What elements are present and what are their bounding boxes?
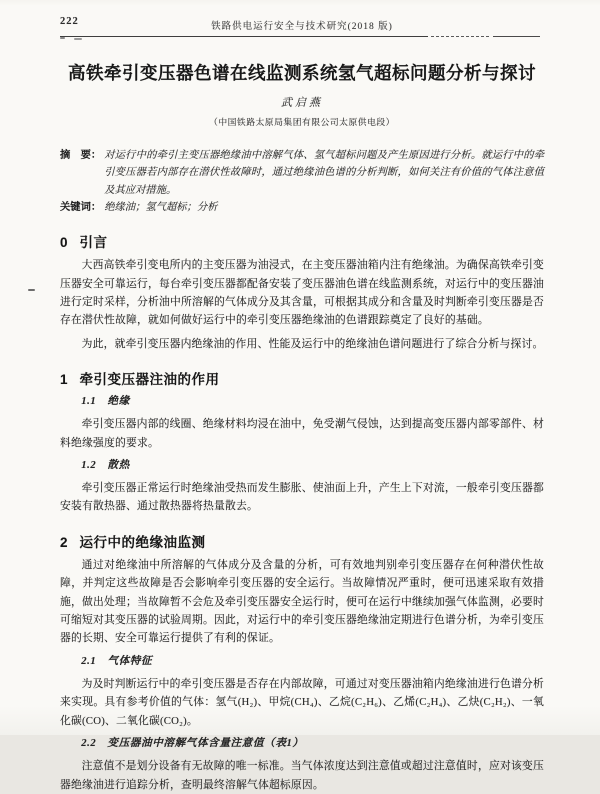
section-1-title: 牵引变压器注油的作用: [79, 372, 220, 388]
paragraph: 为及时判断运行中的牵引变压器是否存在内部故障，可通过对变压器油箱内绝缘油进行色谱分析来实现。具有参考价值的气体：氢气(H₂)、甲烷(CH₄)、乙烷(C₂H₆)、乙烯(C₂H₄)、乙炔(C₂H₂)、一氧化碳(CO)、二氧化碳(CO₂)。: [60, 677, 544, 727]
paragraph: 大西高铁牵引变电所内的主变压器为油浸式，在主变压器油箱内注有绝缘油。为确保高铁牵引变压器安全可靠运行，每台牵引变压器都配备安装了变压器油色谱在线监测系统，对运行中的变压器油进行定时采样，分析油中所溶解的气体成分及其含量，可根据其成分和含量及时判断牵引变压器是否存在潜伏性故障，就如何做好运行中的牵引变压器绝缘油的色谱跟踪奠定了良好的基础。: [60, 259, 544, 327]
header-rule-solid: [60, 36, 428, 37]
paragraph: 通过对绝缘油中所溶解的气体成分及含量的分析，可有效地判别牵引变压器存在何种潜伏性故障，并判定这些故障是否会影响牵引变压器的安全运行。当故障情况严重时，便可迅速采取有效措施，做出处理；当故障暂不会危及牵引变压器安全运行时，便可在运行中继续加强气体监测，必要时可缩短对其变压器的试验周期。因此，对运行中的牵引变压器绝缘油定期进行色谱分析，为牵引变压器的长期、安全可靠运行提供了有利的保证。: [60, 558, 544, 645]
section-0-number: 0: [60, 235, 69, 251]
scan-artifact-left-dash: [28, 289, 35, 291]
paragraph: 注意值不是划分设备有无故障的唯一标准。当气体浓度达到注意值或超过注意值时，应对该变压器绝缘油进行追踪分析，查明最终溶解气体超标原因。: [60, 760, 544, 791]
abstract-block: [60, 147, 544, 199]
paragraph: 为此，就牵引变压器内绝缘油的作用、性能及运行中的绝缘油色谱问题进行了综合分析与探讨。: [81, 337, 544, 350]
subsection-1-2-heading: 1.2 散热: [81, 460, 130, 472]
section-2-number: 2: [60, 534, 69, 550]
article-title: 高铁牵引变压器色谱在线监测系统氢气超标问题分析与探讨: [68, 63, 536, 83]
scan-artifact-under-pagenum-2: [74, 38, 82, 40]
subsection-2-1-heading: 2.1 气体特征: [81, 655, 153, 667]
keywords-label: 关键词：: [60, 201, 102, 213]
author-affiliation: （中国铁路太原局集团有限公司太原供电段）: [209, 117, 395, 127]
section-2-title: 运行中的绝缘油监测: [79, 534, 206, 550]
author-name: 武启燕: [281, 97, 323, 109]
page-header: [60, 13, 544, 31]
keywords-block: [60, 199, 544, 216]
header-rule: [60, 34, 544, 38]
abstract-text: 对运行中的牵引主变压器绝缘油中溶解气体、氢气超标问题及产生原因进行分析。就运行中的牵引变压器若内部存在潜伏性故障时，通过绝缘油色谱的分析判断，如何关注有价值的气体注意值及其应对措施。: [104, 150, 544, 196]
page-number: 222: [60, 16, 79, 27]
section-0-title: 引言: [79, 235, 108, 251]
scan-artifact-under-pagenum: [60, 37, 65, 39]
section-2-heading: [60, 531, 544, 551]
header-rule-dashed: [431, 36, 489, 37]
subsection-1-1-heading: 1.1 绝缘: [81, 396, 130, 408]
abstract-label: 摘 要：: [60, 150, 102, 161]
paragraph: 牵引变压器内部的线圈、绝缘材料均浸在油中，免受潮气侵蚀，达到提高变压器内部零部件、材料绝缘强度的要求。: [60, 418, 544, 449]
section-0-heading: [60, 231, 544, 251]
keywords-text: 绝缘油；氢气超标；分析: [104, 201, 218, 213]
running-title: 铁路供电运行安全与技术研究(2018 版): [211, 22, 393, 32]
subsection-2-2-heading: 2.2 变压器油中溶解气体含量注意值（表1）: [81, 738, 304, 750]
section-1-heading: [60, 368, 544, 388]
section-1-number: 1: [60, 372, 69, 388]
header-rule-tail: [493, 36, 540, 37]
paragraph: 牵引变压器正常运行时绝缘油受热而发生膨胀、使油面上升，产生上下对流，一般牵引变压器都安装有散热器、通过散热器将热量散去。: [60, 482, 544, 513]
